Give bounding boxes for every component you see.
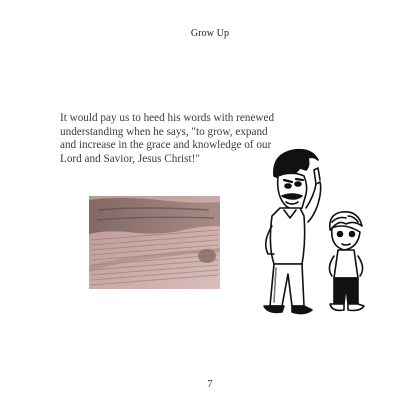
father-scolding-boy-cartoon [254, 146, 380, 322]
page-header: Grow Up [190, 28, 230, 39]
body-paragraph: It would pay us to heed his words with renewed understanding when he says, "to grow, expand and increase in the grace and knowledge of our Lord and Savior, Jesus Christ!" [60, 112, 275, 165]
page-number: 7 [207, 379, 213, 390]
hand-on-bible-photo [89, 196, 220, 289]
